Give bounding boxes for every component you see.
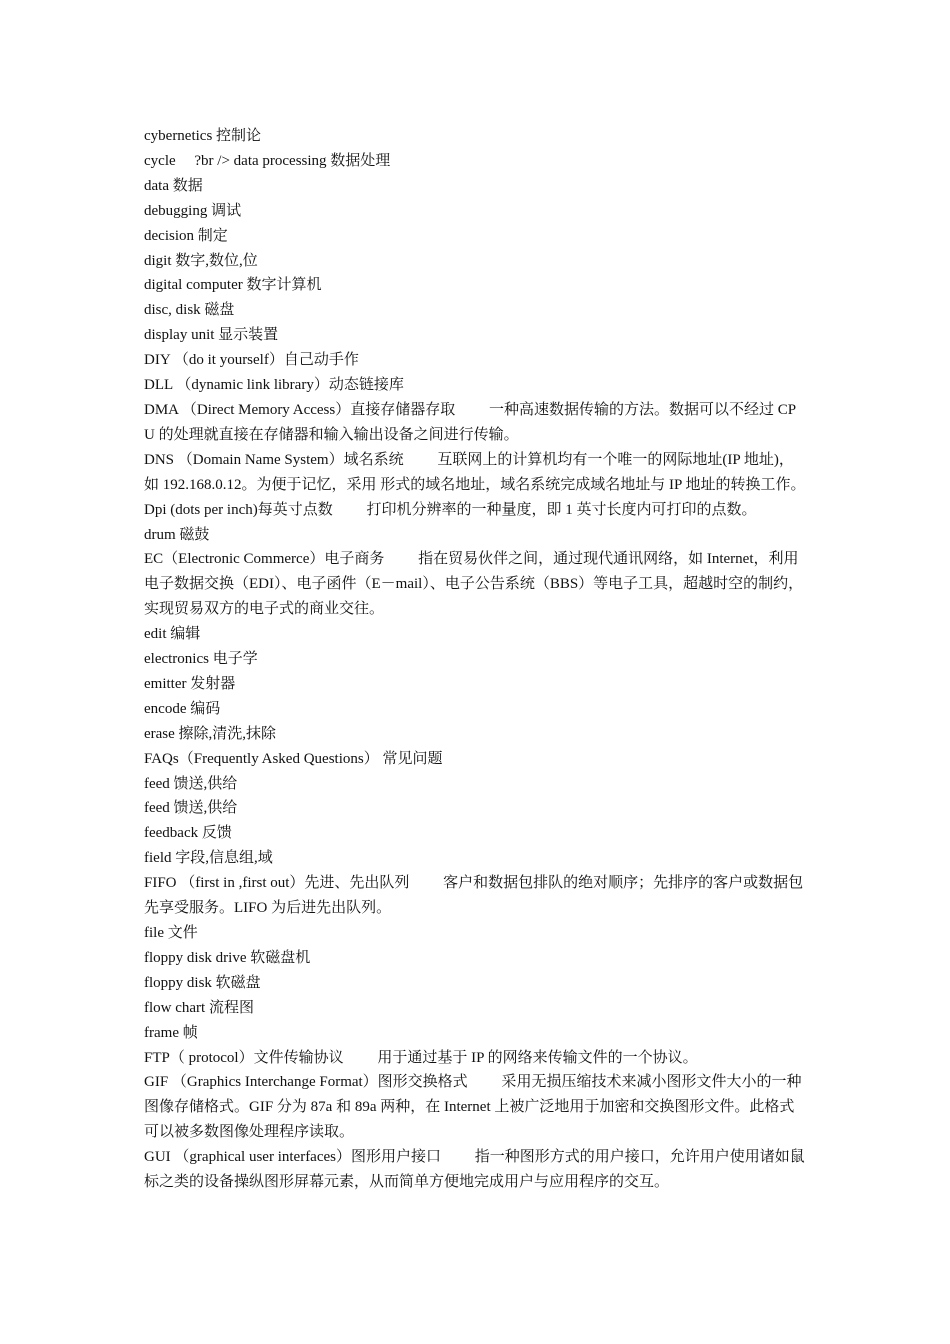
glossary-entry-encode: encode 编码 (144, 700, 221, 717)
glossary-entry-feedback: feedback 反馈 (144, 825, 232, 842)
glossary-entry-ec: EC（Electronic Commerce）电子商务 指在贸易伙伴之间，通过现代通讯网络，如 Internet，利用电子数据交换（EDI）、电子函件（E－mail）、电子公告系统（BBS）等电子工具，超越时空的制约，实现贸易双方的电子式的商业交往。 (144, 551, 804, 618)
glossary-entry-erase: erase 擦除,清洗,抹除 (144, 725, 277, 742)
glossary-entry-fifo: FIFO （first in ,first out）先进、先出队列 客户和数据包排队的绝对顺序；先排序的客户或数据包先享受服务。LIFO 为后进先出队列。 (144, 875, 804, 917)
glossary-entry-feed-duplicate: feed 馈送,供给 (144, 800, 238, 817)
glossary-entry-dma: DMA （Direct Memory Access）直接存储器存取 一种高速数据传输的方法。数据可以不经过 CPU 的处理就直接在存储器和输入输出设备之间进行传输。 (144, 401, 797, 443)
glossary-entry-edit: edit 编辑 (144, 626, 201, 643)
glossary-entry-drum: drum 磁鼓 (144, 526, 210, 543)
glossary-entry-emitter: emitter 发射器 (144, 675, 236, 692)
glossary-entry-faqs: FAQs（Frequently Asked Questions） 常见问题 (144, 750, 443, 767)
glossary-entry-floppy-disk: floppy disk 软磁盘 (144, 974, 261, 991)
glossary-entry-gui: GUI （graphical user interfaces）图形用户接口 指一种图形方式的用户接口，允许用户使用诸如鼠标之类的设备操纵图形屏幕元素，从而简单方便地完成用户与应用程序的交互。 (144, 1149, 805, 1191)
glossary-entry-digital-computer: digital computer 数字计算机 (144, 277, 322, 294)
glossary-entry-dns: DNS （Domain Name System）域名系统 互联网上的计算机均有一个唯一的网际地址(IP 地址)，如 192.168.0.12。为便于记忆，采用 形式的域名地址，域名系统完成域名地址与 IP 地址的转换工作。 (144, 451, 806, 493)
glossary-entry-cycle: cycle ?br /> data processing 数据处理 (144, 152, 391, 169)
glossary-entry-frame: frame 帧 (144, 1024, 198, 1041)
glossary-entry-feed: feed 馈送,供给 (144, 775, 238, 792)
glossary-entry-data: data 数据 (144, 177, 203, 194)
glossary-entry-file: file 文件 (144, 925, 198, 941)
glossary-entry-disc: disc, disk 磁盘 (144, 302, 235, 319)
glossary-entry-flow-chart: flow chart 流程图 (144, 999, 254, 1016)
glossary-entry-decision: decision 制定 (144, 227, 228, 244)
glossary-entry-diy: DIY （do it yourself）自己动手作 (144, 352, 359, 369)
glossary-entry-field: field 字段,信息组,域 (144, 850, 273, 867)
glossary-entry-electronics: electronics 电子学 (144, 651, 258, 668)
glossary-entry-ftp: FTP（ protocol）文件传输协议 用于通过基于 IP 的网络来传输文件的一个协议。 (144, 1049, 698, 1066)
glossary-content (144, 124, 806, 1195)
glossary-entry-floppy-disk-drive: floppy disk drive 软磁盘机 (144, 949, 311, 966)
glossary-entry-debugging: debugging 调试 (144, 202, 242, 219)
glossary-entry-dll: DLL （dynamic link library）动态链接库 (144, 377, 404, 394)
glossary-entry-gif: GIF （Graphics Interchange Format）图形交换格式 采用无损压缩技术来减小图形文件大小的一种图像存储格式。GIF 分为 87a 和 89a 两种，在 Internet 上被广泛地用于加密和交换图形文件。此格式可以被多数图像处理程序读取。 (144, 1074, 802, 1141)
glossary-entry-cybernetics: cybernetics 控制论 (144, 128, 262, 144)
glossary-entry-digit: digit 数字,数位,位 (144, 252, 258, 269)
glossary-entry-dpi: Dpi (dots per inch)每英寸点数 打印机分辨率的一种量度，即 1 英寸长度内可打印的点数。 (144, 501, 757, 518)
glossary-entry-display-unit: display unit 显示装置 (144, 327, 279, 344)
